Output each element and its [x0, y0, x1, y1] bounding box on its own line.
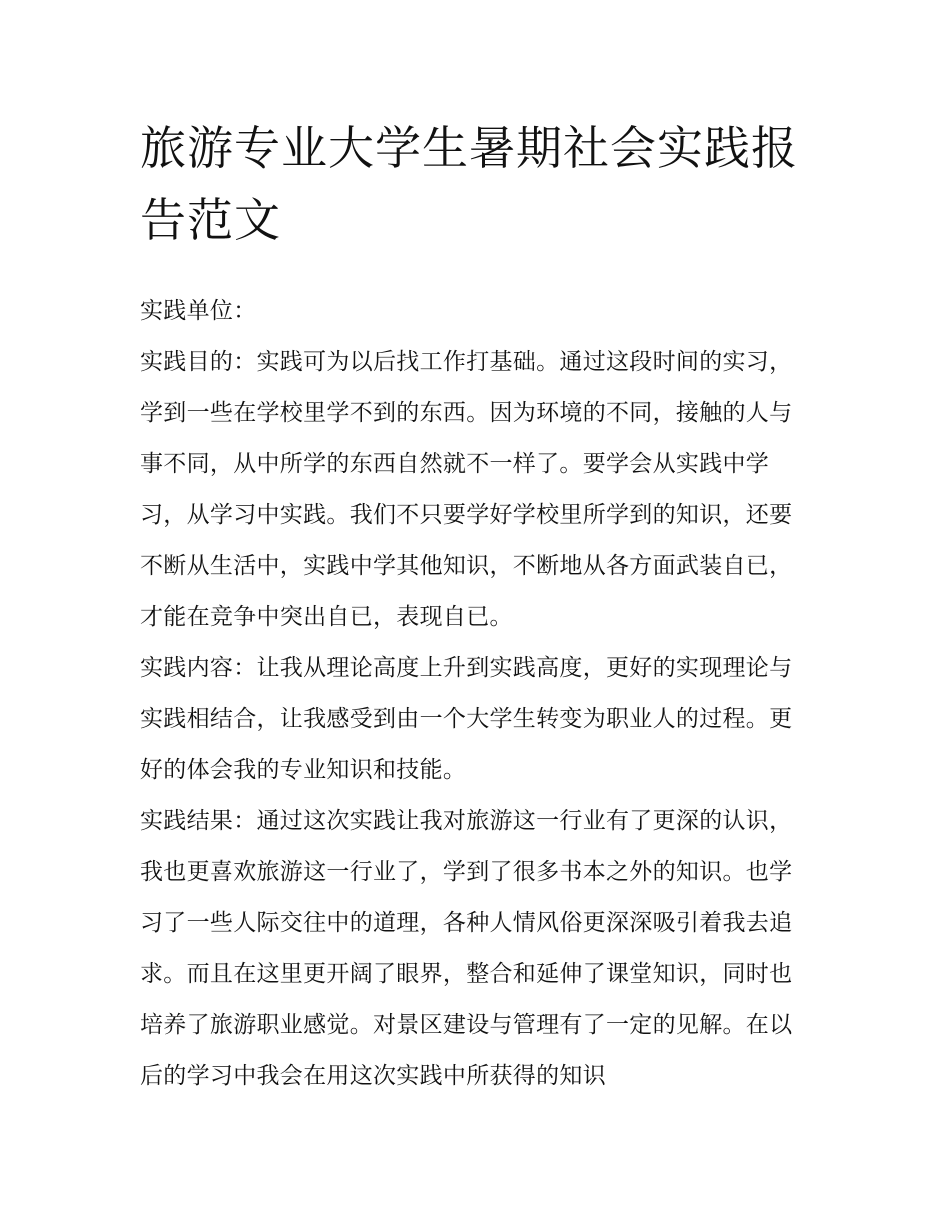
document-title: 旅游专业大学生暑期社会实践报告范文 [140, 121, 798, 247]
paragraph-practice-purpose: 实践目的：实践可为以后找工作打基础。通过这段时间的实习，学到一些在学校里学不到的东西。因为环境的不同，接触的人与事不同，从中所学的东西自然就不一样了。要学会从实践中学习，从学习中实践。我们不只要学好学校里所学到的知识，还要不断从生活中，实践中学其他知识，不断地从各方面武装自已，才能在竞争中突出自已，表现自已。 [140, 349, 793, 630]
paragraph-practice-content: 实践内容：让我从理论高度上升到实践高度，更好的实现理论与实践相结合，让我感受到由一个大学生转变为职业人的过程。更好的体会我的专业知识和技能。 [140, 655, 793, 783]
paragraph-practice-result: 实践结果：通过这次实践让我对旅游这一行业有了更深的认识，我也更喜欢旅游这一行业了，学到了很多书本之外的知识。也学习了一些人际交往中的道理，各种人情风俗更深深吸引着我去追求。而且在这里更开阔了眼界，整合和延伸了课堂知识，同时也培养了旅游职业感觉。对景区建设与管理有了一定的见解。在以后的学习中我会在用这次实践中所获得的知识 [140, 808, 793, 1089]
paragraph-practice-unit: 实践单位： [140, 298, 257, 324]
document-page [140, 112, 812, 1102]
document-body [140, 286, 812, 1102]
